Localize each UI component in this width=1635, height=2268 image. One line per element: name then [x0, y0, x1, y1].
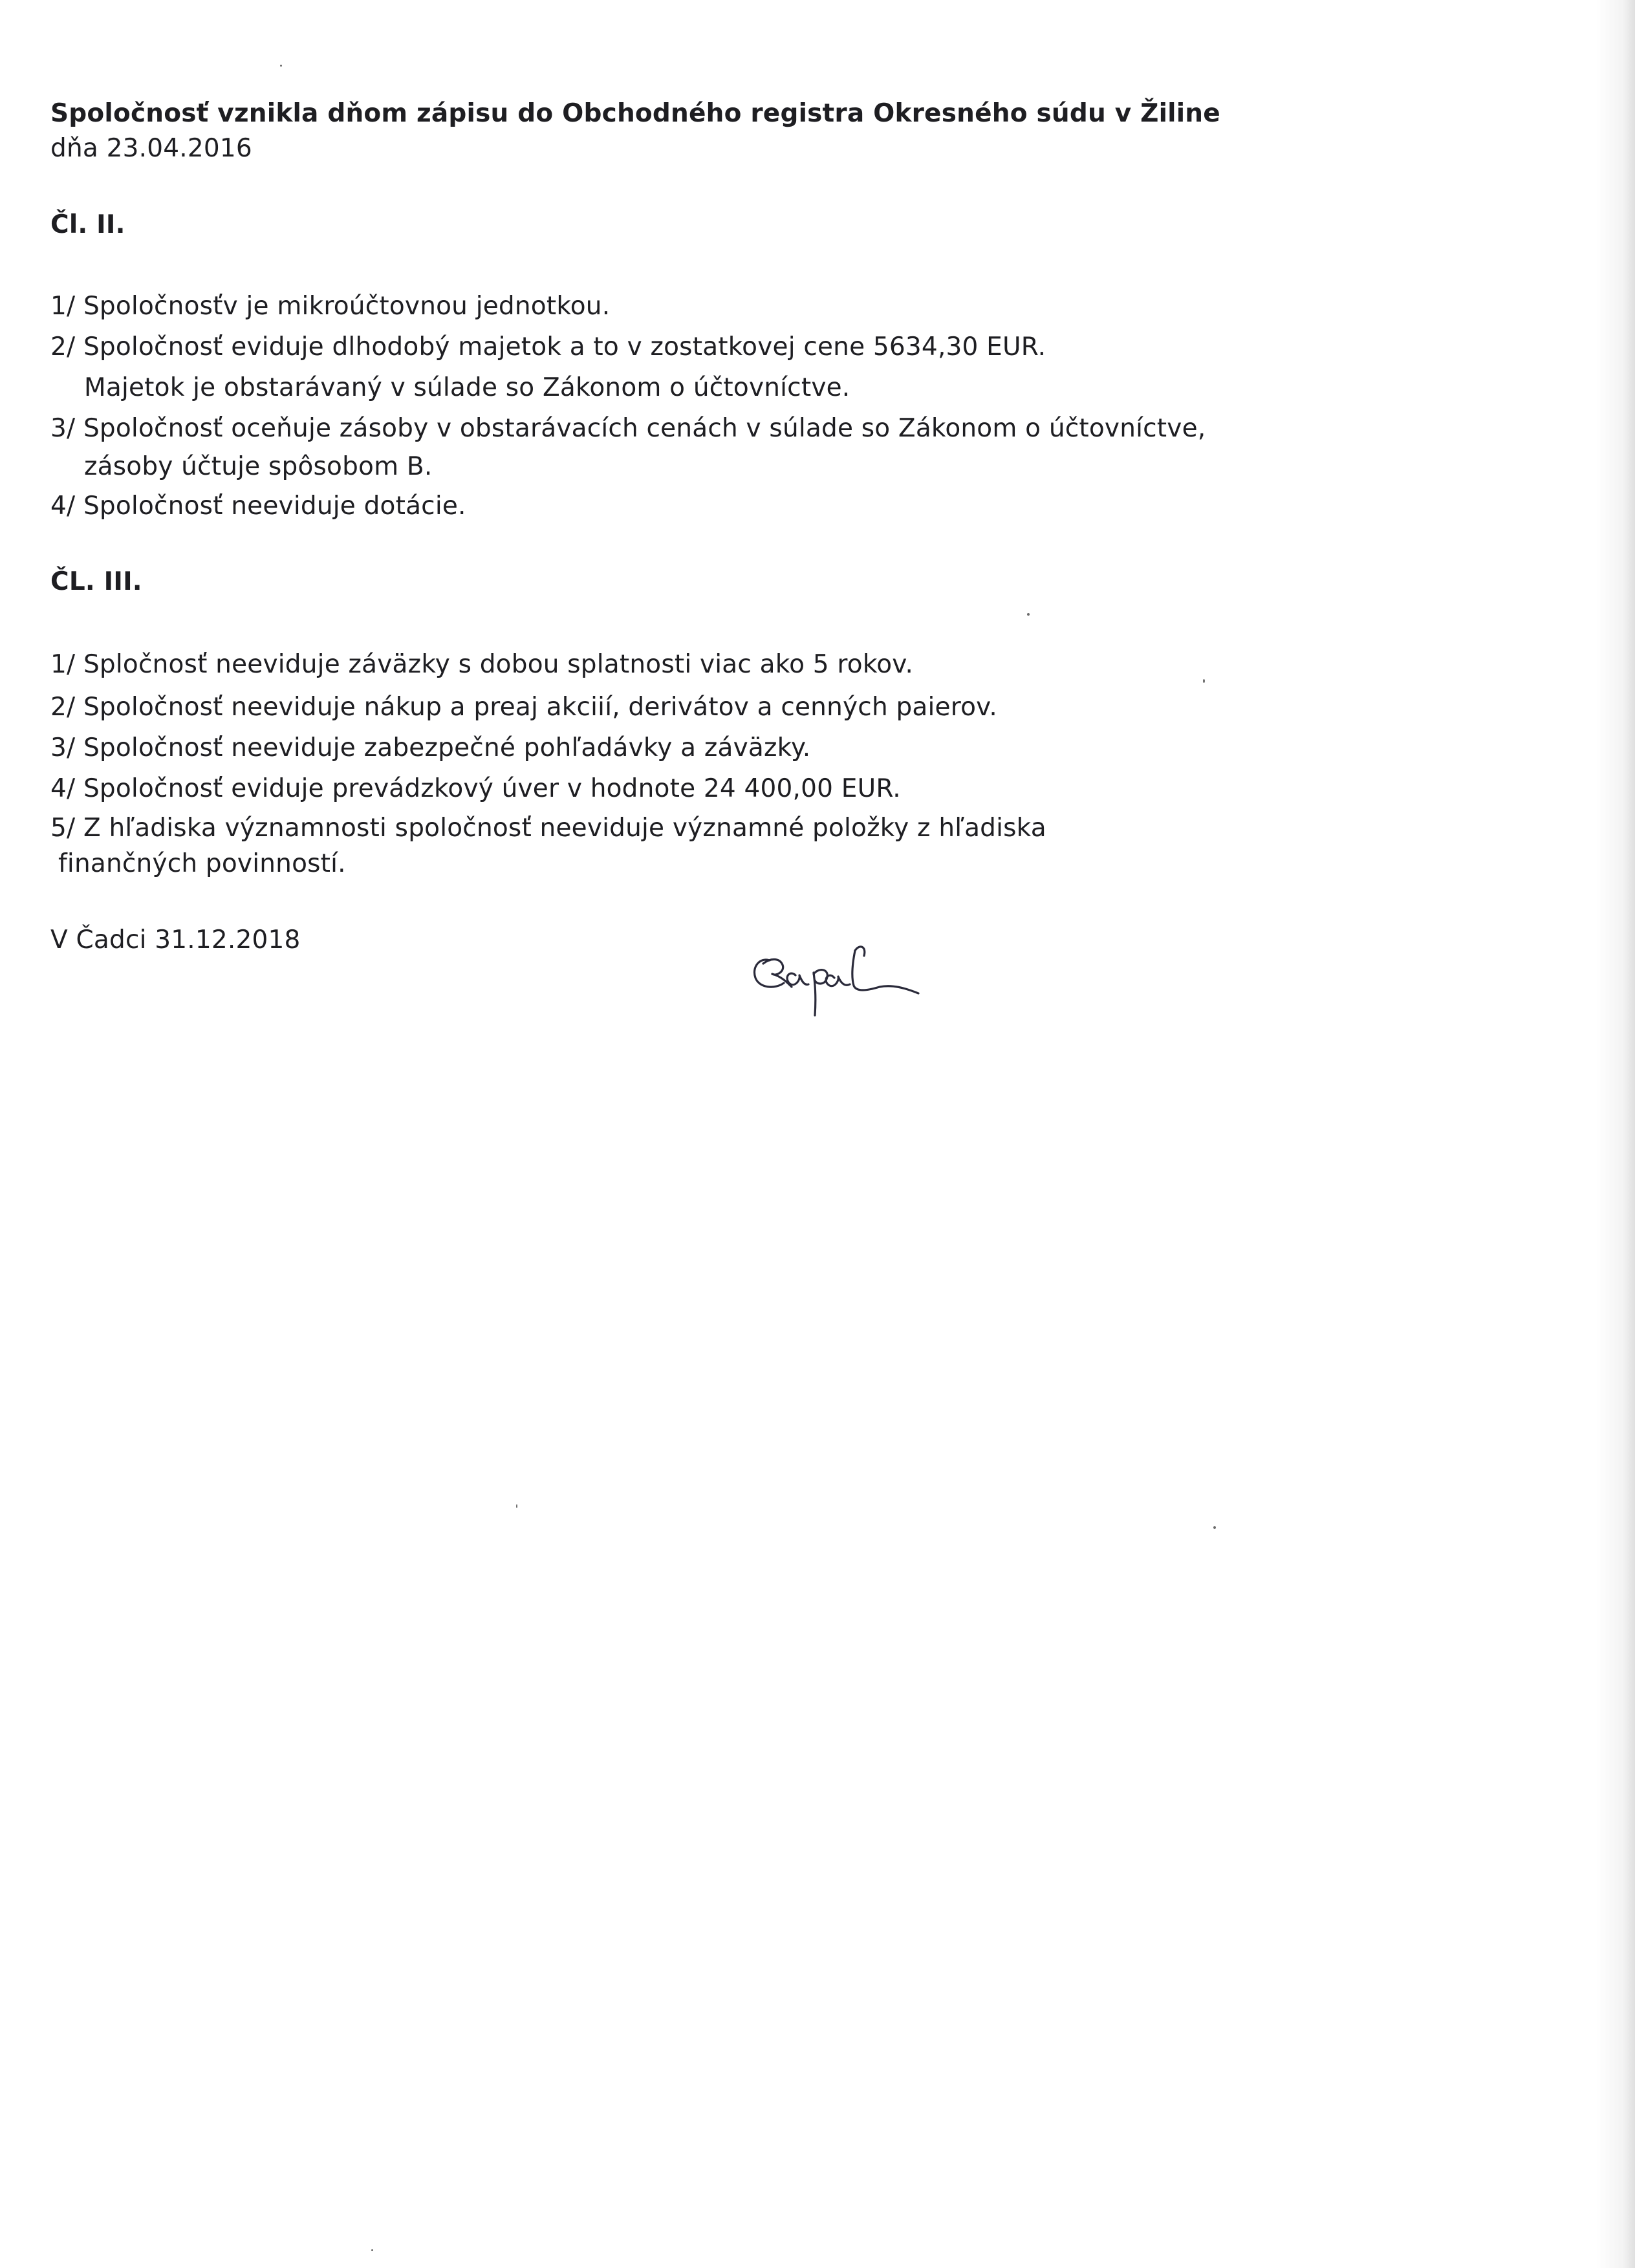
- section-2-heading: Čl. II.: [50, 210, 125, 239]
- section-3-item-continuation: finančných povinností.: [58, 849, 346, 878]
- section-3-item: 3/ Spoločnosť neeviduje zabezpečné pohľadávky a záväzky.: [50, 733, 811, 762]
- scan-edge-shadow: [1596, 0, 1635, 2268]
- scan-speck: [371, 2249, 373, 2251]
- scan-speck: [1027, 613, 1030, 616]
- intro-line-2: dňa 23.04.2016: [50, 134, 252, 163]
- section-2-item: 4/ Spoločnosť neeviduje dotácie.: [50, 491, 466, 521]
- scan-speck: [516, 1504, 517, 1508]
- section-3-item: 5/ Z hľadiska významnosti spoločnosť neeviduje významné položky z hľadiska: [50, 814, 1046, 843]
- section-3-heading: ČL. III.: [50, 567, 142, 596]
- place-and-date: V Čadci 31.12.2018: [50, 925, 301, 955]
- section-3-item: 1/ Spločnosť neeviduje záväzky s dobou splatnosti viac ako 5 rokov.: [50, 650, 914, 679]
- section-2-item-continuation: Majetok je obstarávaný v súlade so Zákonom o účtovníctve.: [84, 373, 850, 402]
- section-3-item: 4/ Spoločnosť eviduje prevádzkový úver v hodnote 24 400,00 EUR.: [50, 774, 901, 803]
- section-3-item: 2/ Spoločnosť neeviduje nákup a preaj akciií, derivátov a cenných paierov.: [50, 693, 998, 722]
- section-2-item: 2/ Spoločnosť eviduje dlhodobý majetok a to v zostatkovej cene 5634,30 EUR.: [50, 332, 1046, 362]
- scan-speck: [280, 65, 282, 67]
- handwritten-signature-icon: [744, 931, 938, 1022]
- scan-speck: [1213, 1526, 1216, 1529]
- section-2-item-continuation: zásoby účtuje spôsobom B.: [84, 452, 433, 481]
- intro-line-1: Spoločnosť vznikla dňom zápisu do Obchodného registra Okresného súdu v Žiline: [50, 99, 1220, 128]
- section-2-item: 1/ Spoločnosťv je mikroúčtovnou jednotkou.: [50, 292, 611, 321]
- scan-speck: [1203, 679, 1205, 683]
- section-2-item: 3/ Spoločnosť oceňuje zásoby v obstarávacích cenách v súlade so Zákonom o účtovníctve,: [50, 414, 1206, 443]
